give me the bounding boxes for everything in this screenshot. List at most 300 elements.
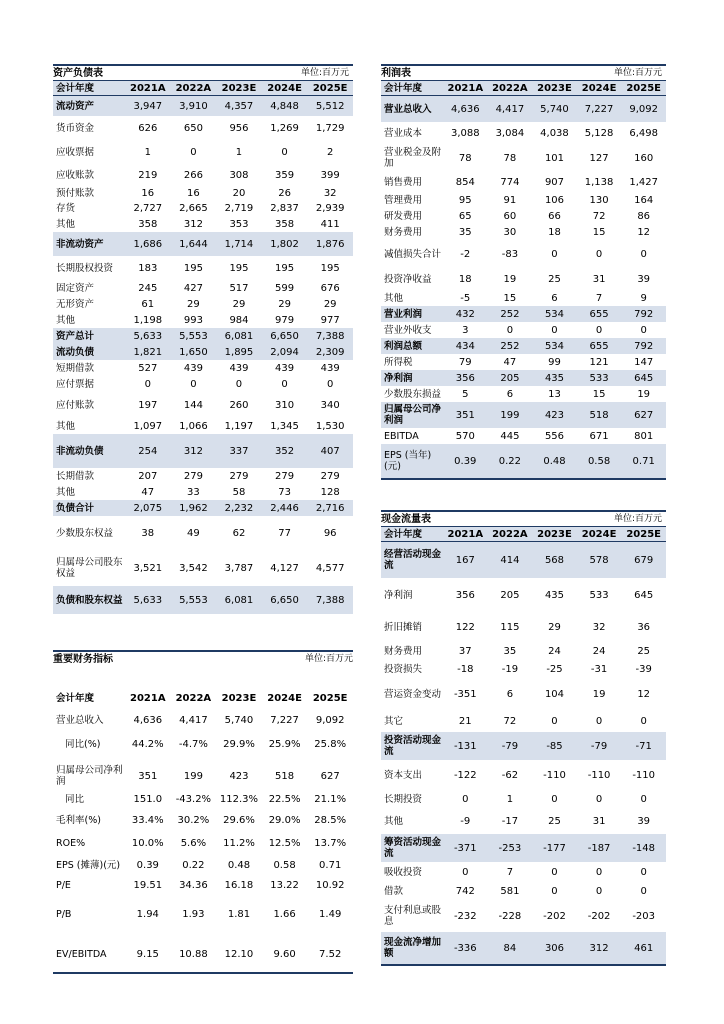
value-cell: 35	[458, 226, 472, 238]
value-cell: 0.22	[488, 444, 533, 479]
balance-row	[53, 256, 353, 280]
value-cell: -62	[501, 769, 519, 781]
value-cell: 72	[503, 715, 517, 727]
value-cell: 439	[229, 362, 249, 374]
value-cell: 5.6%	[180, 837, 207, 849]
value-cell: 0.22	[182, 859, 205, 871]
value-cell: 1,097	[133, 420, 163, 432]
year-header-2025E: 2025E	[312, 692, 348, 704]
value-cell: 0.58	[273, 859, 296, 871]
value-cell: 1,269	[270, 122, 299, 134]
value-cell: 671	[589, 430, 609, 442]
row-label: 长期股权投资	[56, 262, 114, 274]
value-cell: 312	[577, 932, 622, 965]
value-cell: 0.48	[532, 444, 577, 479]
row-label: 应付票据	[56, 378, 95, 390]
value-cell: 0	[595, 885, 603, 897]
cashflow-row	[381, 900, 666, 932]
value-cell: 7,388	[307, 586, 353, 614]
year-header-2023E: 2023E	[221, 692, 257, 704]
value-cell: 774	[500, 176, 520, 188]
value-cell: 0.48	[227, 859, 251, 871]
value-cell: 0	[281, 146, 288, 158]
value-cell: 2	[327, 146, 334, 158]
row-label: 营业税金及附加	[384, 147, 442, 169]
value-cell: 39	[637, 815, 651, 827]
value-cell: 99	[548, 356, 561, 368]
value-cell: 121	[589, 356, 609, 368]
row-label: 借款	[384, 885, 404, 897]
value-cell: 15	[592, 226, 606, 238]
value-cell: -371	[443, 834, 488, 862]
value-cell: 7,227	[577, 96, 622, 123]
value-cell: 1.93	[182, 908, 205, 920]
year-header-2024E: 2024E	[577, 81, 622, 96]
value-cell: 0	[640, 248, 647, 260]
value-cell: 65	[458, 210, 472, 222]
value-cell: 86	[637, 210, 651, 222]
year-header-label: 会计年度	[56, 692, 95, 704]
value-cell: 5,633	[125, 586, 171, 614]
value-cell: 9,092	[315, 714, 345, 726]
value-cell: 533	[589, 589, 609, 601]
income-row	[381, 224, 666, 240]
value-cell: 279	[229, 470, 249, 482]
row-label: 预付账款	[56, 187, 95, 199]
value-cell: 1,895	[216, 344, 262, 360]
cashflow-unit: 单位:百万元	[577, 511, 666, 527]
value-cell: 1.94	[136, 908, 159, 920]
value-cell: 0	[281, 378, 288, 390]
value-cell: 1,427	[629, 176, 658, 188]
row-label: 支付利息或股息	[384, 905, 442, 927]
value-cell: 0.39	[443, 444, 488, 479]
value-cell: 310	[275, 399, 295, 411]
value-cell: -253	[488, 834, 533, 862]
row-label: 其他	[384, 292, 404, 304]
value-cell: 0	[551, 324, 558, 336]
value-cell: 16	[141, 187, 155, 199]
value-cell: 517	[229, 282, 249, 294]
value-cell: 164	[634, 194, 654, 206]
value-cell: 2,716	[307, 500, 353, 516]
row-label: 其他	[56, 314, 76, 326]
balance-row	[53, 360, 353, 376]
balance-row	[53, 164, 353, 186]
row-label: 长期借款	[56, 470, 95, 482]
value-cell: 104	[544, 688, 565, 700]
balance-row	[53, 434, 353, 468]
value-cell: 0	[640, 715, 647, 727]
value-cell: 78	[503, 152, 517, 164]
row-label: P/E	[56, 879, 71, 891]
cash-flow-panel	[381, 510, 666, 966]
value-cell: 31	[592, 273, 606, 285]
cashflow-row	[381, 932, 666, 965]
income-row	[381, 444, 666, 479]
value-cell: 6,650	[262, 328, 308, 344]
value-cell: 5,740	[532, 96, 577, 123]
income-row	[381, 386, 666, 402]
ratios-row	[53, 852, 353, 878]
value-cell: 0	[640, 793, 647, 805]
cashflow-row	[381, 542, 666, 579]
row-label: EV/EBITDA	[53, 936, 125, 973]
value-cell: 5,553	[171, 586, 217, 614]
balance-row	[53, 516, 353, 550]
value-cell: 77	[278, 527, 291, 539]
value-cell: 4,636	[133, 714, 163, 726]
value-cell: 13.7%	[314, 837, 347, 849]
value-cell: 435	[544, 589, 565, 601]
balance-row	[53, 312, 353, 328]
value-cell: 25	[548, 273, 561, 285]
row-label: 财务费用	[384, 645, 423, 657]
value-cell: 4,417	[179, 714, 208, 726]
row-label: 固定资产	[56, 282, 95, 294]
value-cell: 1,821	[125, 344, 171, 360]
value-cell: 16	[187, 187, 200, 199]
value-cell: 801	[634, 430, 654, 442]
value-cell: 2,939	[315, 202, 345, 214]
value-cell: 655	[577, 338, 622, 354]
ratios-title-row	[53, 651, 353, 684]
cashflow-row	[381, 578, 666, 612]
row-label: 净利润	[381, 370, 443, 386]
income-row	[381, 172, 666, 192]
row-label: EBITDA	[384, 430, 419, 442]
row-label: 其他	[384, 815, 404, 827]
value-cell: 7,388	[307, 328, 353, 344]
value-cell: 4,357	[216, 96, 262, 117]
value-cell: -79	[577, 732, 622, 760]
row-label: 非流动负债	[53, 434, 125, 468]
value-cell: 22.5%	[268, 793, 301, 805]
value-cell: 2,446	[262, 500, 308, 516]
value-cell: 195	[229, 262, 249, 274]
value-cell: 6,081	[216, 586, 262, 614]
ratios-row	[53, 878, 353, 892]
key-ratios-table	[53, 650, 353, 974]
value-cell: 461	[621, 932, 666, 965]
year-header-label: 会计年度	[381, 81, 443, 96]
value-cell: 2,665	[179, 202, 208, 214]
row-label: EPS (摊薄)(元)	[56, 859, 121, 871]
balance-row	[53, 280, 353, 296]
value-cell: 534	[532, 338, 577, 354]
value-cell: 19	[592, 688, 606, 700]
value-cell: 518	[275, 770, 295, 782]
value-cell: 167	[443, 542, 488, 579]
value-cell: 29	[187, 298, 200, 310]
value-cell: 5,633	[125, 328, 171, 344]
value-cell: 556	[544, 430, 565, 442]
value-cell: 10.92	[315, 879, 345, 891]
value-cell: 356	[443, 370, 488, 386]
value-cell: 60	[503, 210, 517, 222]
value-cell: 0	[551, 793, 558, 805]
income-title: 利润表	[381, 65, 577, 81]
value-cell: 29.6%	[223, 814, 255, 826]
value-cell: 18	[548, 226, 561, 238]
row-label: 短期借款	[56, 362, 95, 374]
value-cell: 19.51	[133, 879, 163, 891]
value-cell: 414	[488, 542, 533, 579]
balance-row	[53, 328, 353, 344]
value-cell: 279	[320, 470, 340, 482]
value-cell: 676	[320, 282, 340, 294]
value-cell: 312	[171, 434, 217, 468]
balance-sheet-panel	[53, 64, 353, 614]
row-label: 投资损失	[384, 663, 423, 675]
value-cell: 352	[262, 434, 308, 468]
value-cell: -18	[457, 663, 474, 675]
row-label: 资本支出	[384, 769, 423, 781]
row-label: 应收票据	[56, 146, 95, 158]
income-row	[381, 208, 666, 224]
value-cell: 6	[506, 388, 514, 400]
row-label: 毛利率(%)	[56, 814, 101, 826]
row-label: 归属母公司净利润	[56, 765, 123, 787]
value-cell: 432	[443, 306, 488, 322]
row-label: 归属母公司净利润	[381, 402, 443, 428]
row-label: 营运资金变动	[384, 688, 442, 700]
row-label: 应付账款	[56, 399, 95, 411]
year-header-2024E: 2024E	[577, 527, 622, 542]
value-cell: 359	[275, 169, 295, 181]
value-cell: 439	[320, 362, 340, 374]
value-cell: 5,128	[584, 127, 614, 139]
value-cell: -19	[501, 663, 519, 675]
value-cell: 0	[595, 324, 603, 336]
year-header-2021A: 2021A	[130, 692, 166, 704]
value-cell: 427	[183, 282, 203, 294]
value-cell: -110	[543, 769, 566, 781]
value-cell: 993	[183, 314, 203, 326]
value-cell: 1,686	[125, 232, 171, 256]
value-cell: 6,650	[262, 586, 308, 614]
value-cell: 79	[458, 356, 472, 368]
ratios-row	[53, 760, 353, 792]
row-label: 营业外收支	[384, 324, 432, 336]
value-cell: -187	[577, 834, 622, 862]
year-header-2023E: 2023E	[532, 81, 577, 96]
row-label: 长期投资	[384, 793, 423, 805]
row-label: P/B	[56, 908, 72, 920]
row-label: 折旧摊销	[384, 621, 423, 633]
value-cell: 205	[500, 589, 520, 601]
balance-row	[53, 96, 353, 117]
income-row	[381, 144, 666, 172]
balance-row	[53, 140, 353, 164]
value-cell: 599	[275, 282, 295, 294]
value-cell: 0	[190, 146, 197, 158]
value-cell: 151.0	[133, 793, 163, 805]
income-header-row	[381, 81, 666, 96]
row-label: 吸收投资	[384, 866, 423, 878]
value-cell: -110	[632, 769, 656, 781]
value-cell: 340	[320, 399, 340, 411]
ratios-unit: 单位:百万元	[262, 651, 353, 684]
value-cell: -39	[635, 663, 652, 675]
value-cell: 0.71	[621, 444, 666, 479]
value-cell: 568	[532, 542, 577, 579]
value-cell: 29	[323, 298, 337, 310]
value-cell: 351	[138, 770, 158, 782]
value-cell: 1,802	[262, 232, 308, 256]
value-cell: 2,232	[216, 500, 262, 516]
value-cell: 49	[187, 527, 200, 539]
value-cell: 6,498	[629, 127, 658, 139]
value-cell: 1,714	[216, 232, 262, 256]
value-cell: 73	[278, 486, 291, 498]
row-label: 筹资活动现金流	[381, 834, 443, 862]
value-cell: 130	[589, 194, 609, 206]
income-row	[381, 268, 666, 290]
value-cell: 0	[506, 324, 514, 336]
value-cell: 10.0%	[131, 837, 164, 849]
value-cell: 21.1%	[314, 793, 347, 805]
value-cell: 353	[229, 218, 249, 230]
value-cell: 1.81	[227, 908, 251, 920]
value-cell: 0.39	[136, 859, 159, 871]
value-cell: 20	[232, 187, 246, 199]
value-cell: 4,848	[262, 96, 308, 117]
value-cell: 28.5%	[314, 814, 347, 826]
row-label: 同比	[65, 793, 85, 805]
value-cell: 91	[503, 194, 517, 206]
income-row	[381, 122, 666, 144]
income-row	[381, 338, 666, 354]
ratios-row	[53, 806, 353, 834]
balance-row	[53, 216, 353, 232]
row-label: 货币资金	[56, 122, 95, 134]
value-cell: 2,727	[133, 202, 163, 214]
value-cell: 423	[229, 770, 249, 782]
year-header-2021A: 2021A	[443, 527, 488, 542]
value-cell: 533	[577, 370, 622, 386]
value-cell: 534	[532, 306, 577, 322]
value-cell: 19	[637, 388, 651, 400]
value-cell: 29	[548, 621, 561, 633]
row-label: 管理费用	[384, 194, 423, 206]
value-cell: 36	[637, 621, 651, 633]
value-cell: 4,577	[315, 562, 345, 574]
value-cell: 12	[637, 226, 651, 238]
value-cell: 6,081	[216, 328, 262, 344]
value-cell: 435	[532, 370, 577, 386]
row-label: 财务费用	[384, 226, 423, 238]
value-cell: 7,227	[270, 714, 299, 726]
value-cell: 445	[500, 430, 520, 442]
balance-row	[53, 232, 353, 256]
value-cell: 5	[462, 388, 469, 400]
value-cell: 956	[229, 122, 249, 134]
value-cell: 144	[183, 399, 203, 411]
ratios-title: 重要财务指标	[53, 651, 262, 684]
value-cell: -9	[460, 815, 471, 827]
value-cell: 1	[144, 146, 151, 158]
balance-title: 资产负债表	[53, 65, 262, 81]
value-cell: 7	[595, 292, 603, 304]
income-row	[381, 402, 666, 428]
value-cell: 9,092	[621, 96, 666, 123]
year-header-2022A: 2022A	[171, 81, 217, 96]
value-cell: -228	[498, 910, 522, 922]
value-cell: 252	[488, 306, 533, 322]
value-cell: 0	[190, 378, 197, 390]
value-cell: 25.8%	[314, 738, 347, 750]
year-header-2024E: 2024E	[267, 692, 302, 704]
value-cell: 112.3%	[219, 793, 259, 805]
value-cell: 1.49	[319, 908, 342, 920]
row-label: 现金流净增加额	[381, 932, 443, 965]
value-cell: 37	[458, 645, 472, 657]
cash-flow-table	[381, 510, 666, 966]
value-cell: 13	[548, 388, 561, 400]
balance-row	[53, 200, 353, 216]
value-cell: 3,947	[125, 96, 171, 117]
balance-row	[53, 186, 353, 200]
value-cell: -5	[460, 292, 471, 304]
row-label: 研发费用	[384, 210, 423, 222]
value-cell: 205	[488, 370, 533, 386]
value-cell: 279	[275, 470, 295, 482]
row-label: 投资活动现金流	[381, 732, 443, 760]
value-cell: 1,197	[224, 420, 254, 432]
balance-row	[53, 468, 353, 484]
value-cell: 792	[621, 338, 666, 354]
row-label: 营业总收入	[56, 714, 104, 726]
value-cell: 122	[455, 621, 475, 633]
value-cell: 5,740	[224, 714, 254, 726]
value-cell: 0	[462, 793, 469, 805]
value-cell: 195	[275, 262, 295, 274]
value-cell: 0	[640, 866, 647, 878]
balance-title-row	[53, 65, 353, 81]
balance-row	[53, 550, 353, 586]
balance-row	[53, 586, 353, 614]
value-cell: 3,088	[450, 127, 480, 139]
income-row	[381, 428, 666, 444]
value-cell: 207	[138, 470, 158, 482]
value-cell: 25	[548, 815, 561, 827]
value-cell: 627	[320, 770, 340, 782]
value-cell: 21	[458, 715, 472, 727]
income-title-row	[381, 65, 666, 81]
balance-unit: 单位:百万元	[262, 65, 353, 81]
value-cell: 11.2%	[223, 837, 255, 849]
cashflow-row	[381, 808, 666, 834]
balance-row	[53, 296, 353, 312]
value-cell: 2,075	[125, 500, 171, 516]
value-cell: 33	[187, 486, 200, 498]
value-cell: 35	[503, 645, 517, 657]
value-cell: 115	[500, 621, 520, 633]
year-header-label: 会计年度	[53, 81, 125, 96]
value-cell: 30	[503, 226, 517, 238]
year-header-2023E: 2023E	[532, 527, 577, 542]
value-cell: 12.5%	[268, 837, 301, 849]
value-cell: -203	[632, 910, 656, 922]
year-header-label: 会计年度	[381, 527, 443, 542]
value-cell: 101	[544, 152, 565, 164]
cashflow-row	[381, 834, 666, 862]
balance-row	[53, 376, 353, 392]
value-cell: 423	[532, 402, 577, 428]
balance-row	[53, 500, 353, 516]
value-cell: 792	[621, 306, 666, 322]
